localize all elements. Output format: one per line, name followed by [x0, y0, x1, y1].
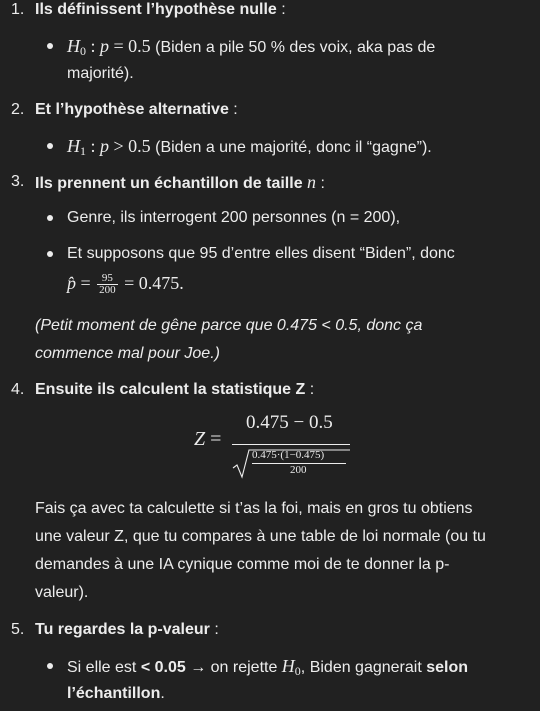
sqrt-inner-denominator: 200	[290, 464, 307, 476]
sample-votes-line: Et supposons que 95 d’entre elles disent “Biden”, donc	[67, 245, 455, 262]
bullet-dot	[47, 663, 53, 669]
h1-var-p: p	[100, 136, 110, 156]
phat-fraction	[97, 273, 118, 296]
sqrt-inner-numerator: 0.475·(1−0.475)	[252, 449, 325, 461]
item-heading	[35, 169, 325, 197]
heading-colon: :	[276, 1, 286, 18]
explain-line-4: valeur).	[35, 584, 89, 601]
var-n: n	[307, 172, 317, 192]
heading-colon: :	[209, 621, 219, 638]
list-item-sample	[0, 169, 540, 195]
phat-value: = 0.475.	[119, 273, 184, 293]
bullet-dot	[47, 143, 53, 149]
heading-bold: Ils définissent l’hypothèse nulle	[35, 1, 277, 18]
item-heading	[35, 0, 286, 23]
list-item-null-hypothesis	[0, 0, 540, 23]
pval-text-2: → on rejette	[185, 659, 282, 676]
heading-colon: :	[316, 175, 325, 192]
z-denominator	[232, 448, 352, 480]
h0-formula: $H_0$ : p = 0.5	[67, 36, 151, 58]
item-number: 3.	[11, 173, 25, 190]
h0-inline: $H_0$	[281, 656, 301, 678]
phat-formula: p̂ = $\frac{95}{200}$ = 0.475.	[67, 272, 184, 297]
heading-colon: :	[228, 101, 238, 118]
item-heading	[35, 97, 238, 123]
note-line-1: (Petit moment de gêne parce que 0.475 < 0.5, donc ça	[35, 317, 423, 334]
h0-var-p: p	[100, 36, 110, 56]
h1-text: (Biden a une majorité, donc il “gagne”).	[150, 139, 432, 156]
phat-numerator: 95	[101, 272, 113, 285]
pval-text-3: , Biden gagnerait	[300, 659, 427, 676]
h0-line-2: majorité).	[67, 65, 134, 82]
item-number: 1.	[11, 1, 25, 18]
explain-line-1: Fais ça avec ta calculette si t’as la foi, mais en gros tu obtiens	[35, 500, 473, 517]
heading-bold: Et l’hypothèse alternative	[35, 101, 229, 118]
bullet-dot	[47, 215, 53, 221]
heading-bold: Ensuite ils calculent la statistique Z	[35, 381, 306, 398]
item-number: 2.	[11, 101, 25, 118]
pval-text-4: .	[160, 685, 165, 702]
phat-denominator: 200	[99, 284, 116, 297]
pval-bold-sample: l’échantillon	[67, 685, 161, 702]
z-fraction-bar	[232, 444, 350, 445]
list-item-z-stat	[0, 377, 540, 403]
h1-gt: > 0.5	[109, 136, 151, 156]
z-formula	[194, 412, 364, 482]
pval-text-1: Si elle est	[67, 659, 141, 676]
h1-line	[67, 132, 432, 165]
h0-eq: = 0.5	[109, 36, 151, 56]
z-numerator: 0.475 − 0.5	[246, 412, 333, 433]
h1-formula: $H_1$ : p > 0.5	[67, 136, 151, 158]
bullet-dot	[47, 43, 53, 49]
pval-threshold: < 0.05	[140, 659, 186, 676]
item-number: 4.	[11, 381, 25, 398]
explain-line-2: une valeur Z, que tu compares à une table de loi normale (ou tu	[35, 528, 486, 545]
bullet-dot	[47, 251, 53, 257]
pval-line-2	[67, 680, 165, 708]
h0-text: (Biden a pile 50 % des voix, aka pas de	[150, 39, 436, 56]
pval-bold-selon: selon	[426, 659, 469, 676]
explain-line-3: demandes à une IA cynique comme moi de te donner la p-	[35, 556, 450, 573]
sample-size-line: Genre, ils interrogent 200 personnes (n = 200),	[67, 209, 401, 226]
heading-bold: Ils prennent un échantillon de taille	[35, 175, 308, 192]
item-heading	[35, 617, 219, 643]
z-lhs: Z =	[194, 428, 222, 450]
list-item-p-value	[0, 617, 540, 643]
item-number: 5.	[11, 621, 25, 638]
heading-colon: :	[305, 381, 315, 398]
phat-line	[67, 268, 184, 300]
note-line-2: commence mal pour Joe.)	[35, 345, 220, 362]
list-item-alt-hypothesis	[0, 97, 540, 123]
item-heading	[35, 377, 314, 403]
heading-bold: Tu regardes la p-valeur	[35, 621, 210, 638]
